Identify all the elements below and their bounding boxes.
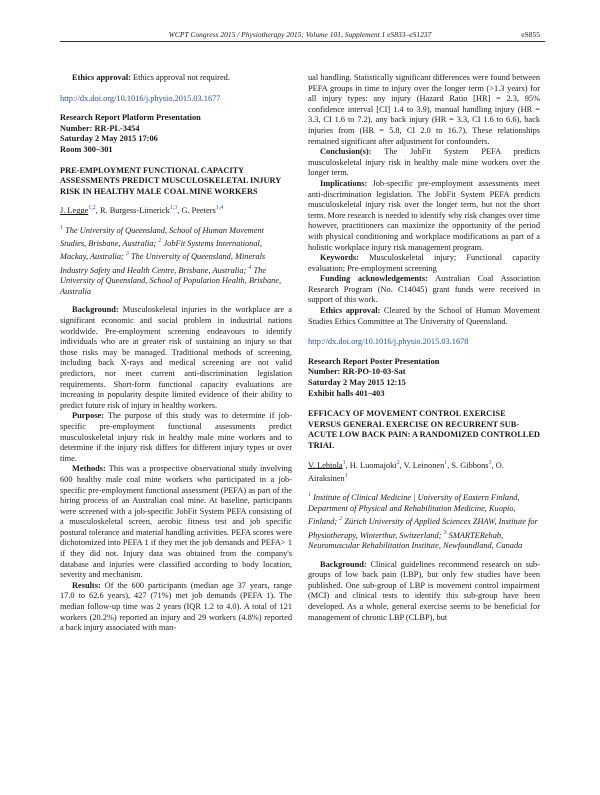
author-2-sup: 1,3 — [169, 205, 178, 212]
section-text: Australian Coal Association Research Program (No. C14045) grant funds were received in support of this work. — [308, 274, 540, 305]
running-header — [60, 30, 540, 39]
author-3: , V. Leinonen — [399, 460, 445, 470]
abstract-title: EFFICACY OF MOVEMENT CONTROL EXERCISE VERSUS GENERAL EXERCISE ON RECURRENT SUB-ACUTE LOW BACK PAIN: A RANDOMIZED CONTROLLED TRIAL — [308, 409, 540, 450]
section-text: Clinical guidelines recommend research on sub-groups of low back pain (LBP), but only few studies have been published. One sub-group of LBP is movement control impairment (MCI) and clinical tests to identify this sub-group have been developed. As a whole, general exercise seems to be beneficial for management of chronic LBP (CLBP), but — [308, 559, 540, 622]
section-text: The purpose of this study was to determine if job-specific pre-employment functional assessments predict musculoskeletal injury risk in healthy male mine workers and to determine if the injury risk differs for different injury types or over time. — [60, 411, 292, 463]
meta-number: Number: RR-PL-3454 — [60, 123, 140, 133]
affil-text: JobFit Systems International, Mackay, Australia; — [60, 238, 262, 262]
affil-text: The University of Queensland, Minerals Industry Safety and Health Centre, Brisbane, Australia; — [60, 252, 266, 275]
affil-text: SMARTERehab, Neuromuscular Rehabilitation Institute, Newfoundland, Canada — [308, 530, 523, 551]
abstract-title: PRE-EMPLOYMENT FUNCTIONAL CAPACITY ASSESSMENTS PREDICT MUSCULOSKELETAL INJURY RISK IN HEALTHY MALE COAL MINE WORKERS — [60, 165, 281, 196]
results-paragraph — [60, 581, 292, 634]
affiliations — [308, 490, 540, 551]
affiliations — [60, 223, 292, 298]
author-1: J. Legge — [60, 206, 89, 216]
page-number: eS855 — [521, 30, 540, 39]
affil-text: The University of Queensland, School of Population Health, Brisbane, Australia — [60, 265, 282, 296]
doi-link[interactable]: http://dx.doi.org/10.1016/j.physio.2015.03.1677 — [60, 93, 221, 103]
affil-text: Zürich University of Applied Sciences ZHAW, Institute for Physiotherapy, Winterthur, Switzerland; — [308, 517, 538, 540]
implications-paragraph — [308, 179, 540, 253]
author-1-sup: 1 — [342, 459, 346, 466]
meta-room: Room 300–301 — [60, 144, 113, 154]
right-column — [308, 73, 540, 623]
meta-number: Number: RR-PO-10-03-Sat — [308, 367, 406, 377]
author-1: V. Lehtola — [308, 460, 343, 470]
affil-text: The University of Queensland, School of Human Movement Studies, Brisbane, Australia; — [60, 225, 264, 248]
ethics-paragraph — [308, 306, 540, 327]
author-2: , R. Burgess-Limerick — [95, 206, 170, 216]
author-2-sup: 2 — [396, 459, 400, 466]
section-label: Background: — [72, 305, 119, 315]
author-3: , G. Peeters — [177, 206, 216, 216]
running-title: WCPT Congress 2015 / Physiotherapy 2015; Volume 101, Supplement 1 eS833–eS1237 — [168, 30, 432, 39]
left-column — [60, 73, 292, 634]
background-paragraph — [308, 560, 540, 624]
section-label: Funding acknowledgements: — [320, 274, 428, 284]
meta-type: Research Report Platform Presentation — [60, 113, 201, 123]
affil-sup: 3 — [125, 251, 129, 258]
section-text: Musculoskeletal injuries in the workplace are a significant economic and social problem in industrial nations worldwide. Pre-employment screening endeavours to identify individuals who are at greater risk of sustaining an injury so that those risks may be managed. Traditional methods of screening, including back X-rays and medical screening are not valid predictors, nor meet current anti-discrimination legislation requirements. Short-form functional capacity evaluations are increasing in popularity despite limited evidence of their ability to predict future risk of injury in healthy workers. — [60, 305, 292, 410]
authors — [60, 203, 292, 216]
meta-room: Exhibit halls 401–403 — [308, 388, 385, 398]
meta-type: Research Report Poster Presentation — [308, 356, 440, 366]
section-text: Of the 600 participants (median age 37 years, range 17.0 to 62.6 years), 427 (71%) met job demands (PEFA 1). The median follow-up time was 2 years (IQR 1.2 to 4.0). A total of 121 workers (20.2%) reported an injury and 29 workers (4.8%) reported a back injury associated with man- — [60, 580, 292, 633]
author-2: , H. Luomajoki — [345, 460, 397, 470]
results-continued: ual handling. Statistically significant differences were found between PEFA groups in time to injury over the longer term (>1.3 years) for all injury types: any injury (Hazard Ratio [HR] = 2.3, 95% confidence interval [CI] 1.4 to 3.9), manual handling injury (HR = 3.3, CI 1.6 to 7.2), any back injury (HR = 3.3, CI 1.6 to 6.6), back injuries from (HR = 5.8, CI 2.0 to 16.7). These relationships remained significant after adjustment for confounders. — [308, 73, 540, 146]
presentation-meta — [60, 113, 292, 155]
section-text: Musculoskeletal injury; Functional capacity evaluation; Pre-employment screening — [308, 253, 540, 273]
affil-text: Institute of Clinical Medicine | University of Eastern Finland, Department of Physical and Rehabilitation Medicine, Kuopio, Finland; — [308, 493, 520, 527]
section-text: The JobFit System PEFA predicts musculoskeletal injury risk in healthy male mine workers over the longer term. — [308, 147, 540, 178]
section-label: Conclusion(s): — [320, 147, 372, 157]
affil-sup: 2 — [339, 516, 343, 523]
header-rule — [60, 41, 545, 42]
ethics-label: Ethics approval: — [72, 73, 131, 82]
author-1-sup: 1,2 — [88, 205, 96, 212]
section-label: Implications: — [320, 178, 368, 188]
author-4: , S. Gibbons — [447, 460, 489, 470]
author-4-sup: 3 — [488, 459, 492, 466]
conclusion-paragraph — [308, 147, 540, 179]
author-5-sup: 1 — [344, 472, 348, 479]
ethics-paragraph — [60, 73, 292, 84]
funding-paragraph — [308, 274, 540, 306]
author-3-sup: 1 — [444, 459, 448, 466]
section-label: Purpose: — [72, 411, 104, 421]
section-text: Job-specific pre-employment assessments meet anti-discrimination legislation. The JobFit System PEFA predicts musculoskeletal injury risk over the longer term, but not the short term. More research is needed to identify why risk changes over time however, practitioners can maximize the opportunity of the period with physical conditioning and workplace modifications as part of a holistic workplace injury risk management program. — [308, 178, 540, 252]
section-label: Keywords: — [320, 253, 359, 263]
presentation-meta — [308, 357, 540, 399]
section-text: This was a prospective observational study involving 600 healthy male coal mine workers who participated in a job-specific pre-employment functional assessment (PEFA) as part of the hiring process of an Australian coal mine. At baseline, participants were screened with a job-specific JobFit System PEFA consisting of a musculoskeletal screen, aerobic fitness test and job specific postural tolerance and material handling activities. PEFA scores were dichotomized into PEFA 1 if they met the job demands and PEFA> 1 if they did not. Injury data was obtained from the company's database and injuries were classified according to body location, severity and mechanism. — [60, 464, 292, 580]
section-label: Results: — [72, 580, 101, 590]
methods-paragraph — [60, 464, 292, 581]
authors — [308, 458, 540, 485]
affil-sup: 2 — [158, 238, 162, 245]
purpose-paragraph — [60, 411, 292, 464]
section-label: Methods: — [72, 464, 106, 474]
keywords-paragraph — [308, 253, 540, 274]
meta-date: Saturday 2 May 2015 12:15 — [308, 378, 406, 388]
affil-sup: 3 — [443, 529, 447, 536]
doi-link[interactable]: http://dx.doi.org/10.1016/j.physio.2015.03.1678 — [308, 337, 469, 347]
section-text: Cleared by the School of Human Movement Studies Ethics Committee at The University of Queensland. — [308, 306, 540, 326]
ethics-text: Ethics approval not required. — [130, 73, 230, 82]
affil-sup: 1 — [60, 224, 63, 231]
background-paragraph — [60, 305, 292, 411]
affil-sup: 1 — [308, 492, 311, 499]
section-label: Background: — [320, 559, 367, 569]
section-label: Ethics approval: — [320, 306, 381, 316]
affil-sup: 4 — [248, 264, 252, 271]
author-3-sup: 1,4 — [215, 205, 224, 212]
author-5: , O. Airaksinen — [308, 460, 504, 483]
meta-date: Saturday 2 May 2015 17:06 — [60, 134, 158, 144]
